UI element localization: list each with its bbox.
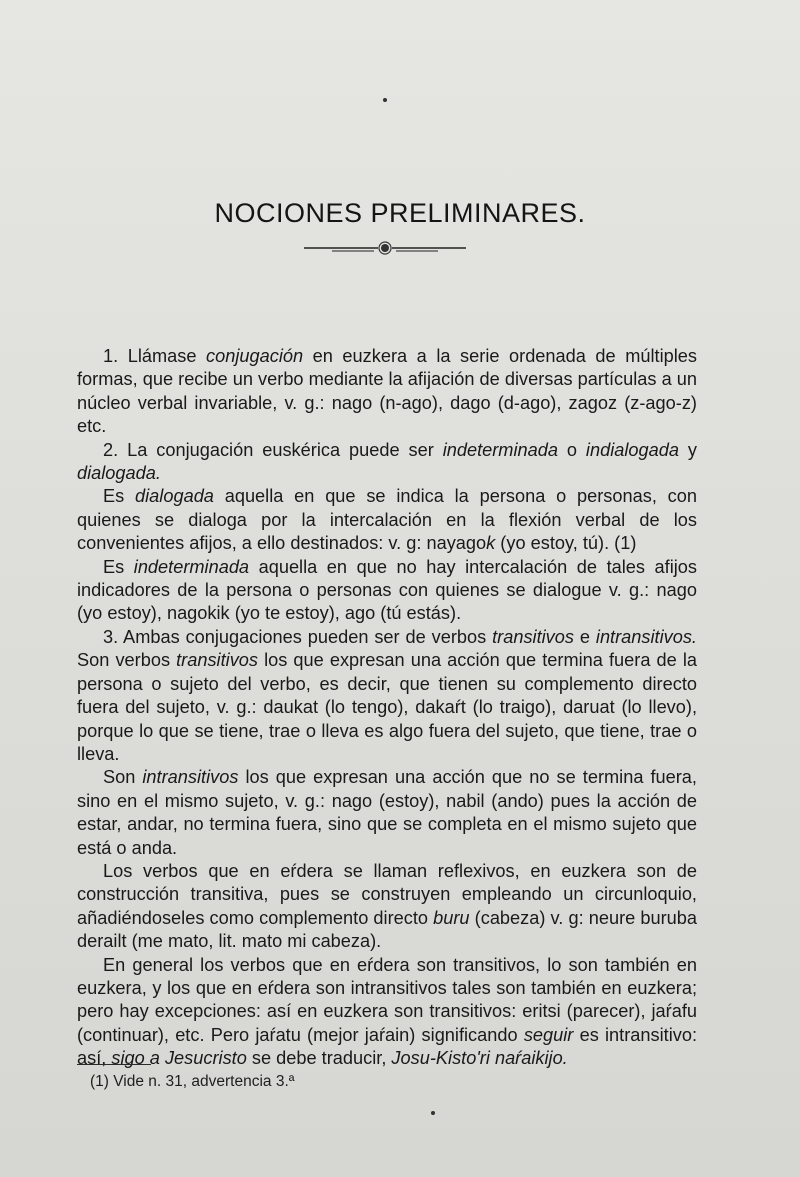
text-run: e [573, 626, 596, 647]
text-run: 1. Llámase [103, 346, 207, 366]
speck [431, 1111, 435, 1115]
text-run: Es [103, 486, 136, 507]
text-run: los que expresan una acción que no se termina fuera, sino en el mismo sujeto, v. g.: nago (estoy), nabil (ando) pues la acción de estar, andar, no termina fuera, sino que se completa en el mismo sujeto que está o anda. [77, 767, 697, 858]
text-run: o [557, 439, 586, 460]
text-run: los que expresan una acción que termina fuera de la persona o sujeto del verbo, es decir, que tienen su complemento directo fuera del sujeto, v. g.: daukat (lo tengo), dakaŕt (lo traigo), daruat (lo llevo), porque lo que se tiene, trae o lleva es algo fuera del sujeto, que tiene, trae o lleva. [77, 650, 697, 764]
text-run: Los verbos que en eŕdera se llaman reflexivos, en euzkera son de construcción transitiva, pues se construyen empleando un circunloquio, añadiéndoseles como complemento directo [77, 860, 697, 928]
text-run: 2. La conjugación euskérica puede ser [103, 439, 443, 460]
italic-term: conjugación [206, 346, 304, 366]
footnote-rule [77, 1064, 151, 1065]
speck [383, 98, 387, 102]
text-run: aquella en que se indica la persona o personas, con quienes se dialoga por la intercalación en la flexión verbal de los convenientes afijos, a ello destinados: v. g: nayago [77, 486, 698, 554]
italic-term: sigo a Jesucristo [111, 1048, 247, 1069]
text-run: se debe traducir, [246, 1048, 392, 1069]
italic-term: dialogada. [77, 463, 161, 484]
italic-term: k [486, 533, 496, 554]
text-run: en euzkera a la serie ordenada de múltiples formas, que recibe un verbo mediante la afijación de diversas partículas a un núcleo verbal invariable, v. g.: nago (n-ago), dago (d-ago), zagoz (z-ago-z) etc. [77, 346, 697, 437]
page-title: NOCIONES PRELIMINARES. [214, 198, 586, 228]
paragraph [77, 626, 697, 766]
ornament-icon [300, 238, 470, 258]
paragraph [77, 766, 697, 860]
text-run: 3. Ambas conjugaciones pueden ser de verbos [103, 626, 493, 647]
italic-term: dialogada [135, 486, 214, 507]
text-run: es intransitivo: así, [77, 1024, 697, 1069]
text-run: Es [103, 556, 134, 577]
italic-term: indeterminada [442, 439, 558, 460]
text-run: Son verbos [77, 650, 177, 671]
italic-term: intransitivos [142, 767, 239, 788]
body-text [77, 345, 697, 1071]
text-run: En general los verbos que en eŕdera son transitivos, lo son también en euzkera, y los que en eŕdera son intransitivos tales son también en euzkera; pero hay excepciones: así en euzkera son transitivos: eritsi (parecer), jaŕafu (continuar), etc. Pero jaŕatu (mejor jaŕain) significando [77, 954, 697, 1045]
paragraph [77, 954, 697, 1071]
italic-term: transitivos [176, 650, 258, 671]
italic-term: intransitivos. [595, 626, 697, 647]
paragraph [77, 345, 697, 439]
ornamental-divider [300, 238, 470, 258]
italic-term: transitivos [492, 626, 574, 647]
paragraph [77, 556, 697, 626]
paragraph [77, 860, 697, 954]
text-run: (cabeza) v. g: neure buruba derailt (me mato, lit. mato mi cabeza). [77, 907, 698, 952]
paragraph [77, 439, 697, 486]
text-run: (yo estoy, tú). (1) [495, 533, 637, 554]
italic-term: Josu-Kisto'ri naŕaikijo. [391, 1048, 568, 1069]
text-run: aquella en que no hay intercalación de tales afijos indicadores de la persona o personas con quienes se dialogue v. g.: nago (yo estoy), nagokik (yo te estoy), ago (tú estás). [77, 556, 697, 624]
italic-term: buru [433, 907, 470, 928]
text-run: y [678, 439, 697, 460]
footnote: (1) Vide n. 31, advertencia 3.ª [90, 1073, 295, 1090]
paragraph [77, 485, 697, 555]
italic-term: seguir [523, 1024, 574, 1045]
text-run: Son [103, 767, 143, 788]
italic-term: indialogada [585, 439, 679, 460]
italic-term: indeterminada [133, 556, 250, 577]
